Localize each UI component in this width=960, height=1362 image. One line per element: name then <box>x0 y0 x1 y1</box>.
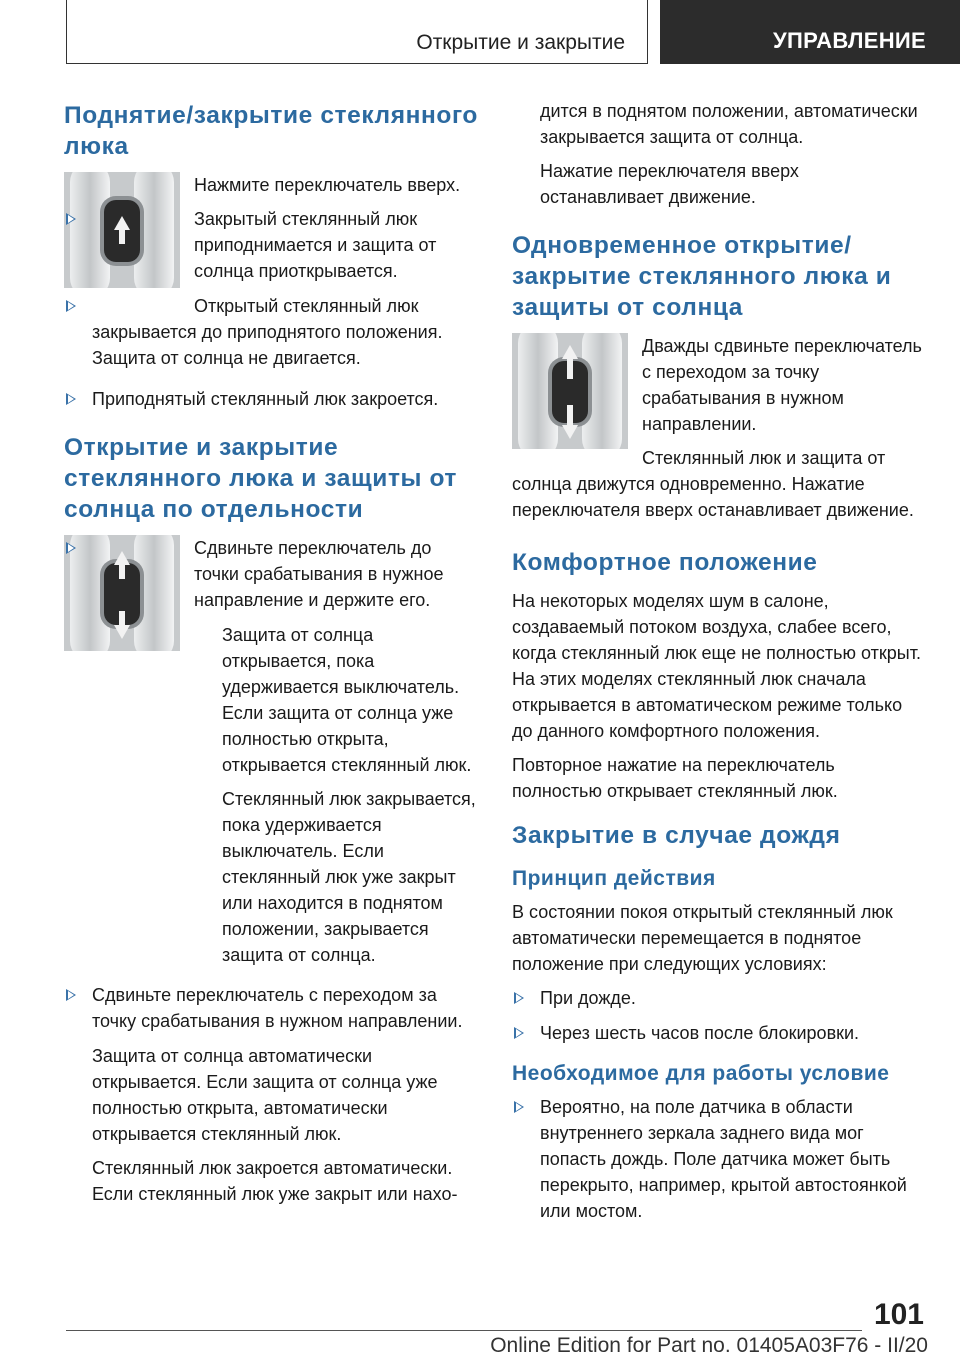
page-number: 101 <box>873 1298 924 1331</box>
list-item: Открытый стеклянный люк закрывается до приподнятого положения. Защита от солнца не двигается. <box>64 293 480 371</box>
paragraph: В состоянии покоя открытый стеклянный люк автоматически перемещается в поднятое положение при следующих условиях: <box>512 902 893 974</box>
bullet-triangle-icon <box>514 992 524 1004</box>
header-section-title: Открытие и закрытие <box>416 31 625 54</box>
header-chapter-box <box>660 0 960 64</box>
raise-close-intro: Нажмите переключатель вверх. <box>194 175 461 195</box>
heading-raise-close: Поднятие/закрытие стеклянного люка <box>64 102 478 160</box>
paragraph: Стеклянный люк закроется автоматически. Если стеклянный люк уже закрыт или нахо- <box>92 1158 458 1204</box>
subheading-condition: Необходимое для работы условие <box>512 1062 890 1085</box>
paragraph: Повторное нажатие на переключатель полностью открывает стеклянный люк. <box>512 755 838 801</box>
footer-divider <box>66 1330 862 1331</box>
list-item: Закрытый стеклянный люк приподнимается и защита от солнца приоткрывается. <box>64 206 480 284</box>
bullet-triangle-icon <box>66 300 76 312</box>
paragraph: Защита от солнца открывается, пока удерживается выключатель. Если защита от солнца уже полностью открыта, открывается стеклянный люк. <box>222 625 472 775</box>
heading-rain-closing: Закрытие в случае дождя <box>512 822 841 849</box>
list-item: Приподнятый стеклянный люк закроется. <box>64 386 480 412</box>
arrow-down-icon <box>562 425 578 439</box>
section-simultaneous <box>512 333 926 531</box>
bullet-triangle-icon <box>66 542 76 554</box>
paragraph: Защита от солнца автоматически открывается. Если защита от солнца уже полностью открыта, автоматически открывается стеклянный люк. <box>92 1046 438 1144</box>
paragraph: Стеклянный люк и защита от солнца движутся одновременно. Нажатие переключателя вверх останавливает движение. <box>512 448 914 520</box>
paragraph: На некоторых моделях шум в салоне, создаваемый потоком воздуха, слабее всего, когда стеклянный люк еще не полностью открыт. На этих моделях стеклянный люк сначала открывается в автоматическом режиме только до данного комфортного положения. <box>512 591 921 741</box>
heading-comfort-position: Комфортное положение <box>512 549 818 576</box>
list-item: При дожде. <box>512 985 926 1011</box>
paragraph: дится в поднятом положении, автоматически закрывается защита от солнца. <box>540 101 918 147</box>
bullet-triangle-icon <box>66 393 76 405</box>
bullet-triangle-icon <box>514 1101 524 1113</box>
heading-simultaneous: Одновременное открытие/закрытие стеклянного люка и защиты от солнца <box>512 232 892 321</box>
subheading-principle: Принцип действия <box>512 867 716 890</box>
bullet-triangle-icon <box>66 213 76 225</box>
bullet-triangle-icon <box>514 1027 524 1039</box>
left-column <box>64 100 480 1215</box>
switch-double-figure <box>512 333 628 449</box>
arrow-up-icon <box>562 345 578 359</box>
section-raise-close <box>64 172 480 380</box>
paragraph: Нажатие переключателя вверх останавливает движение. <box>540 161 799 207</box>
list-item: Сдвиньте переключатель до точки срабатывания в нужное направление и держите его. <box>64 535 480 613</box>
header-section-box <box>66 0 648 64</box>
bullet-triangle-icon <box>66 989 76 1001</box>
footer-edition: Online Edition for Part no. 01405A03F76 - II/20 <box>490 1334 928 1357</box>
list-item: Вероятно, на поле датчика в области внутреннего зеркала заднего вида мог попасть дождь. Поле датчика может быть перекрыто, например, крытой автостоянкой или мостом. <box>512 1094 926 1224</box>
list-item: Сдвиньте переключатель с переходом за точку срабатывания в нужном направлении. <box>64 982 480 1034</box>
section-separate <box>64 535 480 976</box>
arrow-down-icon <box>114 625 130 639</box>
header-chapter-title: УПРАВЛЕНИЕ <box>773 28 926 53</box>
right-column <box>512 98 926 1233</box>
list-item: Через шесть часов после блокировки. <box>512 1020 926 1046</box>
heading-separate-open-close: Открытие и закрытие стеклянного люка и защиты от солнца по отдельности <box>64 434 458 523</box>
paragraph: Стеклянный люк закрывается, пока удерживается выключатель. Если стеклянный люк уже закрыт или находится в поднятом положении, закрывается защита от солнца. <box>222 789 476 965</box>
paragraph: Дважды сдвиньте переключатель с переходом за точку срабатывания в нужном направлении. <box>642 336 922 434</box>
